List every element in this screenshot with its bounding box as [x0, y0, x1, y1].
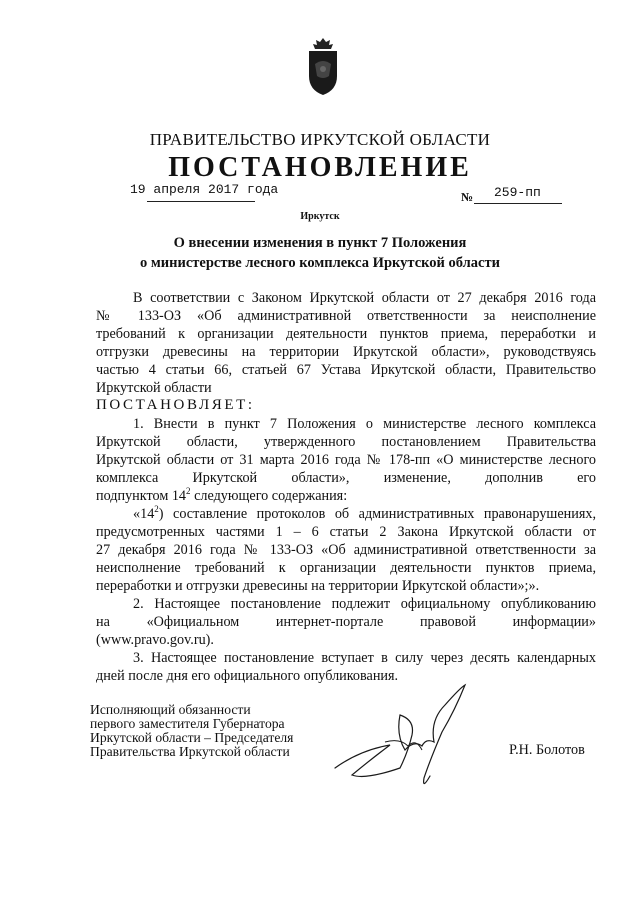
signatory-name: Р.Н. Болотов: [509, 742, 585, 758]
text-line: [133, 506, 596, 523]
text-line: № 133-ОЗ «Об административной ответственности за неисполнение: [96, 308, 596, 324]
handwritten-signature: [330, 680, 480, 795]
text-line: требований к организации деятельности пунктов приема, переработки и: [96, 326, 596, 342]
title-line: О внесении изменения в пункт 7 Положения: [173, 235, 467, 251]
text-line: предусмотренных частями 1 – 6 статьи 2 Закона Иркутской области от: [96, 524, 596, 540]
text-line: неисполнение требований к организации деятельности пунктов приема,: [96, 560, 596, 576]
text-line: дней после дня его официального опубликования.: [96, 668, 399, 684]
text-line: частью 4 статьи 66, статьей 67 Устава Иркутской области, Правительство: [96, 362, 596, 378]
superscript: 2: [186, 486, 191, 496]
government-name: ПРАВИТЕЛЬСТВО ИРКУТСКОЙ ОБЛАСТИ: [149, 130, 491, 149]
text-line: Иркутской области, утвержденного постановлением Правительства: [96, 434, 596, 450]
text-line: [96, 488, 596, 505]
number-underline: [474, 203, 562, 204]
resolves-heading: ПОСТАНОВЛЯЕТ:: [96, 397, 255, 413]
text-fragment: следующего содержания:: [190, 488, 348, 504]
superscript: 2: [154, 504, 159, 514]
city: Иркутск: [300, 211, 340, 222]
text-fragment: «14: [133, 506, 155, 522]
text-line: 1. Внести в пункт 7 Положения о министерстве лесного комплекса: [133, 416, 596, 432]
document-type: ПОСТАНОВЛЕНИЕ: [168, 152, 472, 183]
date-underline: [147, 201, 255, 202]
position-line: Иркутской области – Председателя: [90, 730, 294, 745]
position-line: Правительства Иркутской области: [90, 744, 290, 759]
text-line: Иркутской области: [96, 380, 212, 396]
text-line: отгрузки древесины на территории Иркутской области», руководствуясь: [96, 344, 596, 360]
signatory-position: [90, 703, 293, 759]
document-title: [0, 233, 640, 273]
document-number: 259-пп: [494, 185, 541, 200]
text-fragment: подпунктом 14: [96, 488, 187, 504]
text-line: на «Официальном интернет-портале правовой информации»: [96, 614, 596, 630]
number-mark: №: [461, 190, 474, 204]
text-fragment: ) составление протоколов об административных правонарушениях,: [158, 506, 596, 522]
text-line: 27 декабря 2016 года № 133-ОЗ «Об административной ответственности за: [96, 542, 596, 558]
text-line: переработки и отгрузки древесины на территории Иркутской области»;».: [96, 578, 540, 594]
position-line: Исполняющий обязанности: [90, 702, 251, 717]
position-line: первого заместителя Губернатора: [90, 716, 285, 731]
text-line: (www.pravo.gov.ru).: [96, 632, 214, 648]
text-line: Иркутской области от 31 марта 2016 года № 178-пп «О министерстве лесного: [96, 452, 596, 468]
text-line: комплекса Иркутской области», изменение, дополнив его: [96, 470, 596, 486]
text-line: В соответствии с Законом Иркутской области от 27 декабря 2016 года: [133, 290, 596, 306]
text-line: 2. Настоящее постановление подлежит официальному опубликованию: [133, 596, 596, 612]
text-line: 3. Настоящее постановление вступает в силу через десять календарных: [133, 650, 596, 666]
coat-of-arms-emblem: [303, 36, 343, 96]
title-line: о министерстве лесного комплекса Иркутской области: [140, 255, 500, 271]
document-date: 19 апреля 2017 года: [130, 182, 279, 197]
